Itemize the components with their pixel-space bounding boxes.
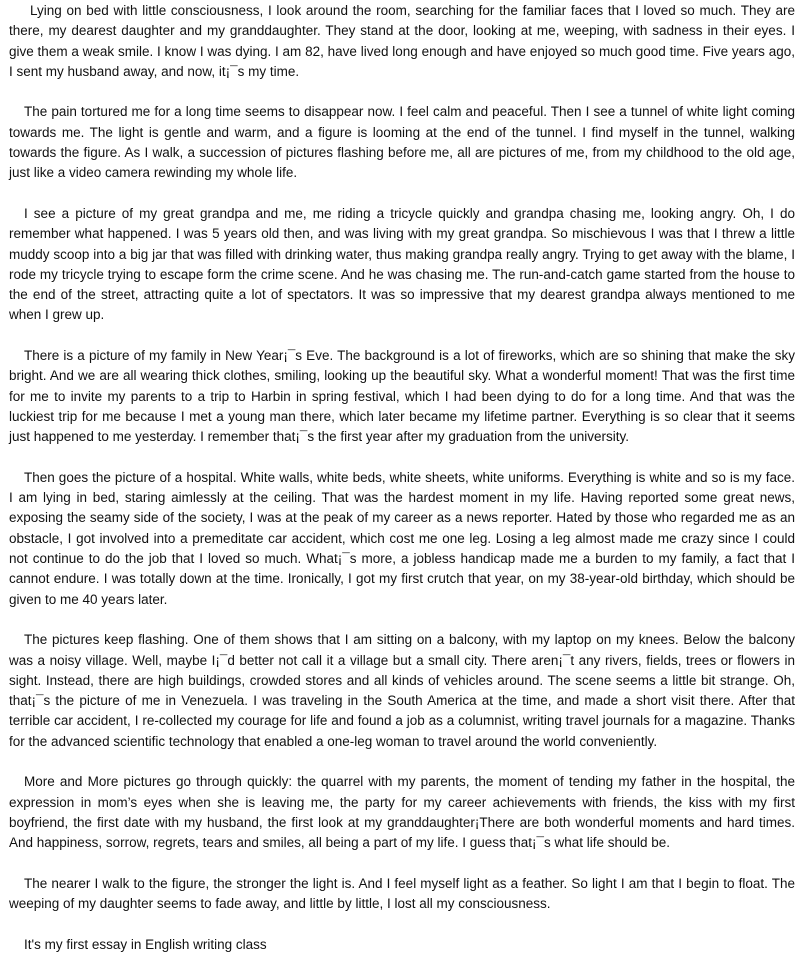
paragraph-1: Lying on bed with little consciousness, I look around the room, searching for the familiar faces that I loved so much. They are there, my dearest daughter and my granddaughter. They stand at the door, looking at me, weeping, with sadness in their eyes. I give them a weak smile. I know I was dying. I am 82, have lived long enough and have enjoyed so much good time. Five years ago, I sent my husband away, and now, it¡¯s my time. bbox=[9, 3, 795, 79]
paragraph-2: The pain tortured me for a long time seems to disappear now. I feel calm and peaceful. Then I see a tunnel of white light coming towards me. The light is gentle and warm, and a figure is looming at the end of the tunnel. I find myself in the tunnel, walking towards the figure. As I walk, a succession of pictures flashing before me, all are pictures of me, from my childhood to the old age, just like a video camera rewinding my whole life. bbox=[9, 104, 795, 181]
paragraph-6: The pictures keep flashing. One of them shows that I am sitting on a balcony, with my laptop on my knees. Below the balcony was a noisy village. Well, maybe I¡¯d better not call it a village but a small city. There aren¡¯t any rivers, fields, trees or flowers in sight. Instead, there are high buildings, crowded stores and all kinds of vehicles around. The scene seems a little bit strange. Oh, that¡¯s the picture of me in Venezuela. I was traveling in the South America at the time, and made a short visit there. After that terrible car accident, I re-collected my courage for life and found a job as a columnist, writing travel journals for a magazine. Thanks for the advanced scientific technology that enabled a one-leg woman to travel around the world conveniently. bbox=[9, 632, 795, 749]
paragraph-5: Then goes the picture of a hospital. White walls, white beds, white sheets, white uniforms. Everything is white and so is my face. I am lying in bed, staring aimlessly at the ceiling. That was the hardest moment in my life. Having reported some great news, exposing the seamy side of the society, I was at the peak of my career as a news reporter. Hated by those who regarded me as an obstacle, I got involved into a premeditate car accident, which cost me one leg. Losing a leg almost made me crazy since I could not continue to do the job that I loved so much. What¡¯s more, a jobless handicap made me a burden to my family, a fact that I cannot endure. I was totally down at the time. Ironically, I got my first crutch that year, on my 38-year-old birthday, which should be given to me 40 years later. bbox=[9, 469, 795, 607]
paragraph-4: There is a picture of my family in New Year¡¯s Eve. The background is a lot of fireworks, which are so shining that make the sky bright. And we are all wearing thick clothes, smiling, looking up the beautiful sky. What a wonderful moment! That was the first time for me to invite my parents to a trip to Harbin in spring festival, which I had been dying to do for a long time. And that was the luckiest trip for me because I met a young man there, which later became my lifetime partner. Everything is so clear that it seems just happened to me yesterday. I remember that¡¯s the first year after my graduation from the university. bbox=[9, 348, 795, 445]
paragraph-8: The nearer I walk to the figure, the stronger the light is. And I feel myself light as a feather. So light I am that I begin to float. The weeping of my daughter seems to fade away, and little by little, I lost all my consciousness. bbox=[9, 875, 795, 912]
paragraph-7: More and More pictures go through quickly: the quarrel with my parents, the moment of tending my father in the hospital, the expression in mom’s eyes when she is leaving me, the party for my career achievements with friends, the kiss with my first boyfriend, the first date with my husband, the first look at my granddaughter¡There are both wonderful moments and hard times. And happiness, sorrow, regrets, tears and smiles, all being a part of my life. I guess that¡¯s what life should be. bbox=[9, 774, 795, 851]
paragraph-3: I see a picture of my great grandpa and me, me riding a tricycle quickly and grandpa chasing me, looking angry. Oh, I do remember what happened. I was 5 years old then, and was living with my great grandpa. So mischievous I was that I threw a little muddy scoop into a big jar that was filled with drinking water, thus making grandpa really angry. Trying to get away with the blame, I rode my tricycle trying to escape form the crime scene. And he was chasing me. The run-and-catch game started from the house to the end of the street, attracting quite a lot of spectators. It was so impressive that my dearest grandpa always mentioned to me when I grew up. bbox=[9, 205, 795, 323]
closing-note: It's my first essay in English writing class bbox=[24, 936, 267, 952]
essay-document bbox=[9, 1, 795, 955]
